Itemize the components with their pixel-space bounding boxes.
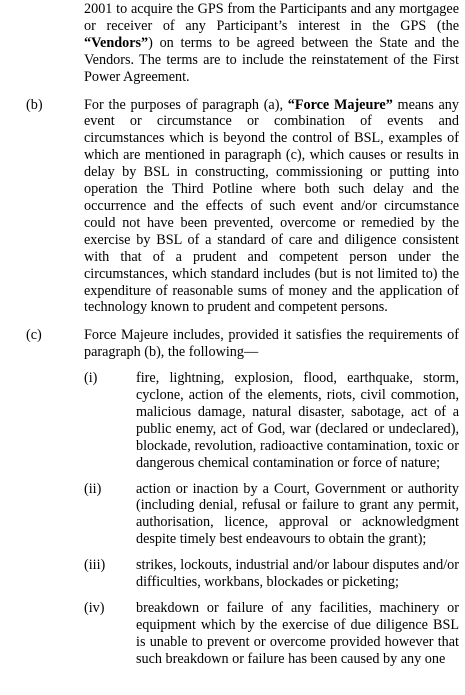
subparagraph-ii-text: action or inaction by a Court, Government or authority (including denial, refusal or failure to grant any permit, authorisation, licence, approval or acknowledgment despite timely best endeavours to obtain the grant); bbox=[136, 480, 459, 548]
intro-text-after: ) on terms to be agreed between the State and the Vendors. The terms are to include the reinstatement of the First Power Agreement. bbox=[84, 34, 459, 85]
paragraph-c-text: Force Majeure includes, provided it satisfies the requirements of paragraph (b), the following— bbox=[84, 327, 459, 361]
subparagraph-iv bbox=[84, 600, 459, 668]
intro-text-before: 2001 to acquire the GPS from the Participants and any mortgagee or receiver of any Participant’s interest in the GPS (the bbox=[84, 1, 459, 34]
paragraph-b-text bbox=[84, 97, 459, 317]
subparagraph-iii bbox=[84, 557, 459, 591]
subparagraph-iv-text: breakdown or failure of any facilities, machinery or equipment which by the exercise of due diligence BSL is unable to prevent or overcome provided however that such breakdown or failure has been caused by any one bbox=[136, 600, 459, 667]
paragraph-b-text-after: means any event or circumstance or combination of events and circumstances which is beyond the control of BSL, examples of which are mentioned in paragraph (c), which causes or results in delay by BSL in constructing, commissioning or putting into operation the Third Potline where both such delay and the occurrence and the effects of such event and/or circumstance could not have been prevented, overcome or remedied by the exercise by BSL of a standard of care and diligence consistent with that of a prudent and competent person under the circumstances, which standard includes (but is not limited to) the expenditure of reasonable sums of money and the application of technology known to prudent and competent persons. bbox=[84, 96, 459, 316]
paragraph-b bbox=[26, 96, 459, 317]
defined-term-force-majeure: “Force Majeure” bbox=[287, 96, 393, 113]
subparagraph-i-text: fire, lightning, explosion, flood, earthquake, storm, cyclone, action of the elements, riots, civil commotion, malicious damage, natural disaster, sabotage, act of a public enemy, act of God, war (declared or undeclared), blockade, revolution, radioactive contamination, toxic or dangerous chemical contamination or force of nature; bbox=[136, 370, 459, 471]
subparagraph-i-label: (i) bbox=[84, 370, 98, 387]
paragraph-c bbox=[26, 327, 459, 361]
paragraph-b-label: (b) bbox=[26, 96, 43, 113]
intro-paragraph bbox=[84, 1, 459, 86]
paragraph-c-label: (c) bbox=[26, 327, 42, 344]
subparagraph-iii-label: (iii) bbox=[84, 557, 106, 574]
subparagraph-iii-text: strikes, lockouts, industrial and/or labour disputes and/or difficulties, workbans, blockades or picketing; bbox=[136, 557, 459, 591]
subparagraph-i bbox=[84, 370, 459, 471]
document-page bbox=[0, 1, 465, 668]
subparagraph-ii-label: (ii) bbox=[84, 480, 102, 497]
subparagraph-ii bbox=[84, 480, 459, 549]
defined-term-vendors: “Vendors” bbox=[84, 34, 149, 51]
subparagraph-iv-label: (iv) bbox=[84, 600, 105, 616]
paragraph-b-text-before: For the purposes of paragraph (a), bbox=[84, 96, 288, 113]
